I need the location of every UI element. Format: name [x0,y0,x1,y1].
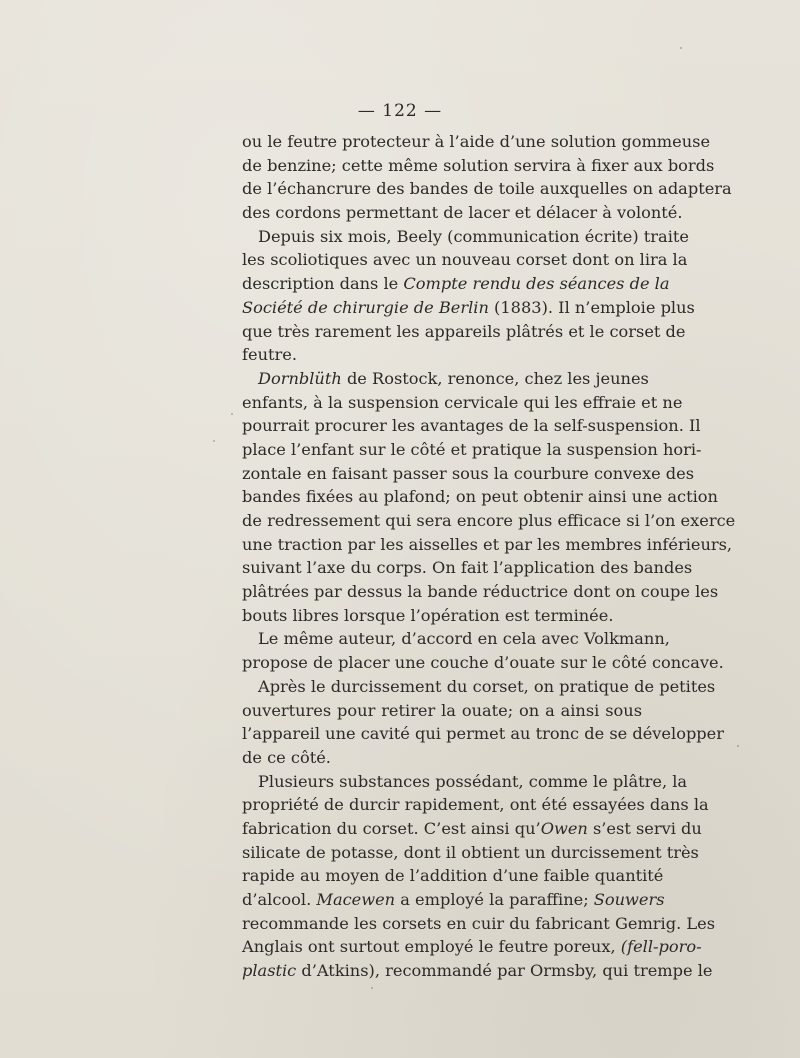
text-run: enfants, à la suspension cervicale qui les effraie et ne [242,392,683,412]
text-line [242,201,683,225]
text-run: de benzine; cette même solution servira à fixer aux bords [242,155,715,175]
text-line [242,485,718,509]
text-run: plâtrées par dessus la bande réductrice dont on coupe les [242,582,719,602]
text-run: propose de placer une couche d’ouate sur le côté concave. [242,653,724,673]
text-line [242,414,701,438]
text-run: recommande les corsets en cuir du fabricant Gemrig. Les [242,913,716,933]
text-line [242,793,709,817]
page-number: — 122 — [357,101,443,121]
text-run: ouvertures pour retirer la ouate; on a ainsi sous [242,700,642,720]
text-run: Plusieurs substances possédant, comme le plâtre, la [258,771,688,791]
text-run: une traction par les aisselles et par les membres inférieurs, [242,534,733,554]
text-line [242,296,695,320]
text-line [242,817,702,841]
text-run: pourrait procurer les avantages de la self-suspension. Il [242,416,701,436]
text-line [242,580,719,604]
text-run: Le même auteur, d’accord en cela avec Volkmann, [258,629,670,649]
text-line [242,367,649,391]
text-line [242,935,702,959]
text-run: rapide au moyen de l’addition d’une faible quantité [242,866,664,886]
text-line [242,627,670,651]
paper-speck [231,413,233,415]
text-line [242,248,688,272]
text-line [242,651,724,675]
paper-speck [371,987,373,989]
italic-text: Compte rendu des séances de la [403,274,670,294]
text-run: de Rostock, renonce, chez les jeunes [341,368,649,388]
text-line [242,675,716,699]
text-run: d’Atkins), recommandé par Ormsby, qui trempe le [296,961,713,981]
text-line [242,320,686,344]
text-line [242,130,711,154]
text-run: place l’enfant sur le côté et pratique la suspension hori- [242,439,702,459]
body-text [242,130,736,983]
text-run: (1883). Il n’emploie plus [488,297,695,317]
text-line [242,154,715,178]
text-line [242,225,689,249]
text-line [242,604,642,628]
italic-text: Owen [540,818,588,838]
text-run: de ce côté. [242,747,331,767]
text-run: bouts libres lorsque l’opération est terminée. [242,605,614,625]
text-line [242,272,670,296]
text-line [242,864,664,888]
paper-speck [625,897,627,899]
text-run: que très rarement les appareils plâtrés et le corset de [242,321,686,341]
paper-speck [737,745,739,747]
italic-text: (fell-poro- [620,937,702,957]
italic-text: Dornblüth [258,368,342,388]
text-run: silicate de potasse, dont il obtient un durcissement très [242,842,699,862]
italic-text: Souwers [593,890,665,909]
text-run: d’alcool. [242,890,317,909]
text-run: Anglais ont surtout employé le feutre poreux, [242,937,621,957]
text-line [242,177,732,201]
text-line [242,438,702,462]
text-run: s’est servi du [587,818,702,838]
text-run: l’appareil une cavité qui permet au tronc de se développer [242,724,724,744]
italic-text: plastic [242,961,297,981]
text-run: Depuis six mois, Beely (communication écrite) traite [258,226,689,246]
text-line [242,509,736,533]
text-line [242,556,693,580]
text-line [242,841,699,865]
italic-text: Société de chirurgie de Berlin [242,297,489,317]
text-run: ou le feutre protecteur à l’aide d’une solution gommeuse [242,132,711,151]
text-run: bandes fixées au plafond; on peut obtenir ainsi une action [242,487,718,507]
text-line [242,699,642,723]
text-run: de l’échancrure des bandes de toile auxquelles on adaptera [242,179,732,199]
text-run: fabrication du corset. C’est ainsi qu’ [242,818,541,838]
text-line [242,770,688,794]
text-run: suivant l’axe du corps. On fait l’application des bandes [242,558,693,578]
text-run: description dans le [242,274,404,294]
text-run: des cordons permettant de lacer et délacer à volonté. [242,203,683,223]
text-run: propriété de durcir rapidement, ont été essayées dans la [242,795,709,815]
text-line [242,746,642,770]
text-run: Après le durcissement du corset, on pratique de petites [258,676,716,696]
text-run: a employé la paraffine; [395,890,594,909]
text-line [242,462,695,486]
paper-speck [213,440,215,442]
text-run: de redressement qui sera encore plus efficace si l’on exerce [242,511,736,530]
text-line [242,959,713,983]
text-run: les scoliotiques avec un nouveau corset dont on lira la [242,250,688,270]
text-line [242,533,733,557]
text-run: zontale en faisant passer sous la courbure convexe des [242,463,695,483]
text-line [242,888,665,912]
text-line [242,912,716,936]
text-run: feutre. [242,345,297,365]
text-line [242,722,724,746]
italic-text: Macewen [316,890,396,909]
text-line [242,391,683,415]
paper-speck [680,47,682,49]
text-line [242,343,642,367]
